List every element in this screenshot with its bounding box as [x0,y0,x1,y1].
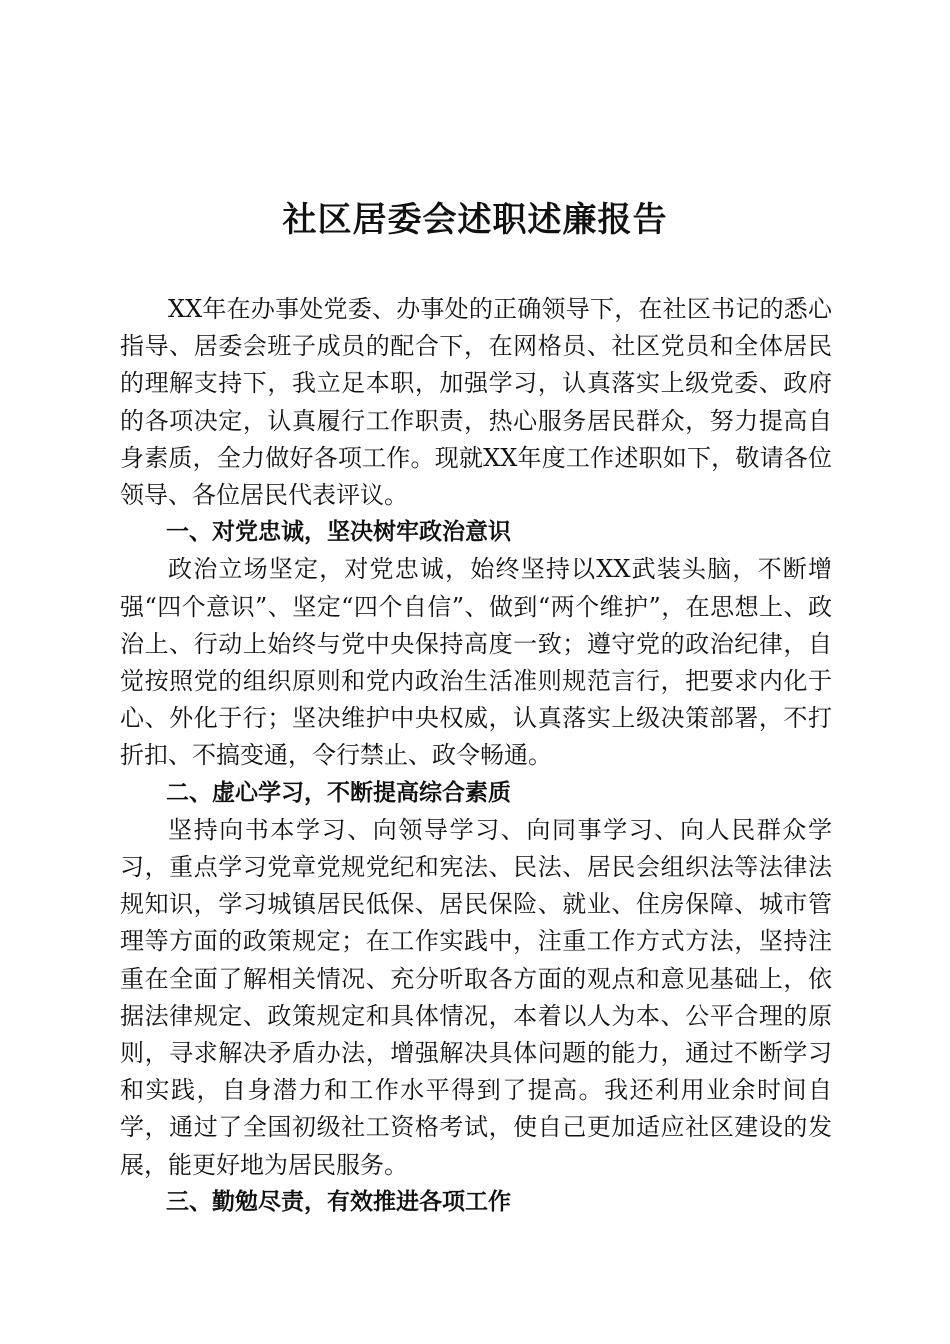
document-body [120,291,832,1221]
section-heading-3: 三、勤勉尽责，有效推进各项工作 [166,1188,511,1215]
document-title: 社区居委会述职述廉报告 [282,200,668,240]
intro-paragraph: XX年在办事处党委、办事处的正确领导下，在社区书记的悉心指导、居委会班子成员的配合下，在网格员、社区党员和全体居民的理解支持下，我立足本职，加强学习，认真落实上级党委、政府的各项决定，认真履行工作职责，热心服务居民群众，努力提高自身素质，全力做好各项工作。现就XX年度工作述职如下，敬请各位领导、各位居民代表评议。 [120,295,832,510]
section-heading-2: 二、虚心学习，不断提高综合素质 [166,779,511,806]
section-heading-1: 一、对党忠诚，坚决树牢政治意识 [166,519,511,546]
section-paragraph-2: 坚持向书本学习、向领导学习、向同事学习、向人民群众学习，重点学习党章党规党纪和宪法、民法、居民会组织法等法律法规知识，学习城镇居民低保、居民保险、就业、住房保障、城市管理等方面的政策规定；在工作实践中，注重工作方式方法，坚持注重在全面了解相关情况、充分听取各方面的观点和意见基础上，依据法律规定、政策规定和具体情况，本着以人为本、公平合理的原则，寻求解决矛盾办法，增强解决具体问题的能力，通过不断学习和实践，自身潜力和工作水平得到了提高。我还利用业余时间自学，通过了全国初级社工资格考试，使自己更加适应社区建设的发展，能更好地为居民服务。 [120,815,832,1179]
section-paragraph-1: 政治立场坚定，对党忠诚，始终坚持以XX武装头脑，不断增强“四个意识”、坚定“四个自信”、做到“两个维护”，在思想上、政治上、行动上始终与党中央保持高度一致；遵守党的政治纪律，自觉按照党的组织原则和党内政治生活准则规范言行，把要求内化于心、外化于行；坚决维护中央权威，认真落实上级决策部署，不打折扣、不搞变通，令行禁止、政令畅通。 [120,555,832,770]
